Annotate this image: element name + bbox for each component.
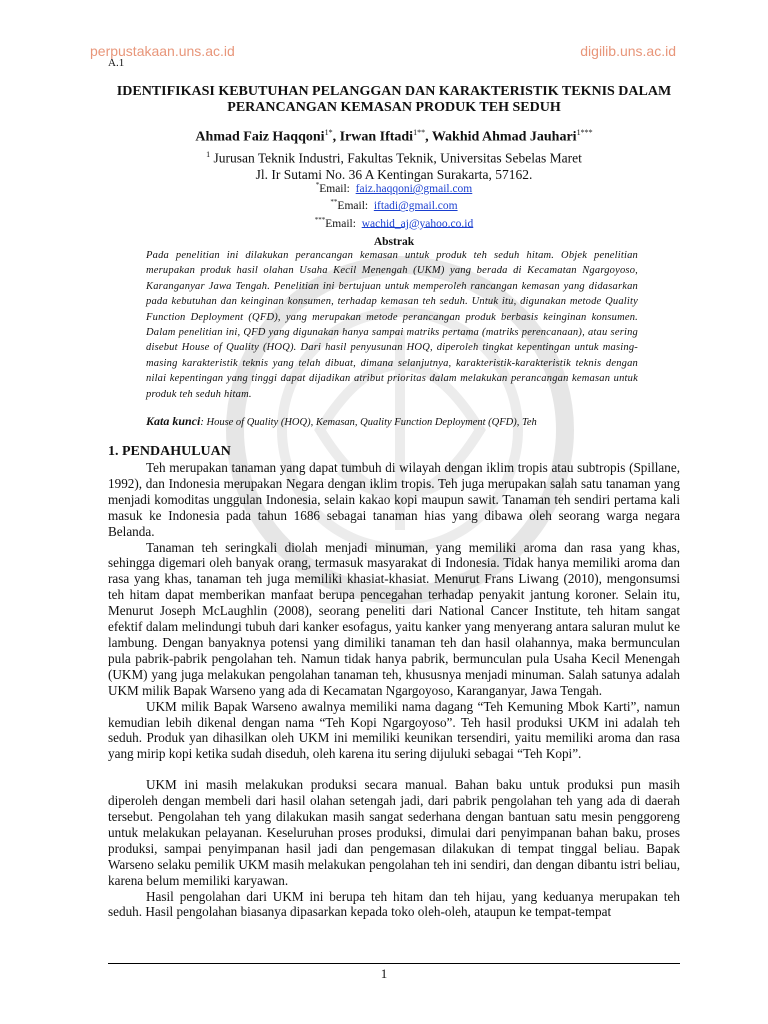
email-mark: *** <box>314 215 326 224</box>
header-site-left[interactable]: perpustakaan.uns.ac.id <box>90 43 235 59</box>
email-list <box>108 179 680 231</box>
email-mark: * <box>315 181 320 189</box>
paper-code: A.1 <box>108 57 125 69</box>
body-text <box>108 460 680 920</box>
email-link[interactable]: wachid_aj@yahoo.co.id <box>361 217 474 230</box>
author-mark: 1*** <box>576 128 593 137</box>
affiliation-address: Jl. Ir Sutami No. 36 A Kentingan Surakarta, 57162. <box>255 166 533 182</box>
paragraph: Hasil pengolahan dari UKM ini berupa teh hitam dan teh hijau, yang keduanya merupakan teh seduh. Hasil pengolahan biasanya dipasarkan kepada toko oleh-oleh, ataupun ke tempat-tempat <box>108 888 680 920</box>
author-mark: 1* <box>324 128 333 137</box>
affiliation-mark: 1 <box>206 150 211 159</box>
paragraph: UKM milik Bapak Warseno awalnya memiliki nama dagang “Teh Kemuning Mbok Karti”, namun kemudian lebih dikenal dengan nama “Teh Kopi Ngargoyoso”. Teh hasil produksi UKM ini adalah teh seduh. Produk yan dihasilkan oleh UKM ini memiliki keunikan tersendiri, yaitu memiliki aroma dan rasa yang mirip kopi ketika sudah diseduh, oleh karena itu sering dijuluki sebagai “Teh Kopi”. <box>108 698 680 762</box>
keywords <box>146 414 646 429</box>
keywords-label: Kata kunci <box>146 414 201 428</box>
footer-rule <box>108 963 680 964</box>
author-name: Irwan Iftadi <box>339 129 414 145</box>
email-link[interactable]: iftadi@gmail.com <box>373 200 458 213</box>
author-name: Ahmad Faiz Haqqoni <box>195 129 325 145</box>
email-label: Email: <box>325 217 356 230</box>
affiliation <box>108 147 680 183</box>
author-mark: 1** <box>413 128 426 137</box>
email-mark: ** <box>330 198 338 207</box>
paragraph: Tanaman teh seringkali diolah menjadi minuman, yang memiliki aroma dan rasa yang khas, sehingga digemari oleh banyak orang, termasuk masyarakat di Indonesia. Tidak hanya memiliki aroma dan rasa yang khas, tanaman teh juga memiliki khasiat-khasiat. Menurut Frans Liwang (2010), mengonsumsi teh hitam dapat memberikan manfaat berupa pencegahan terhadap penyakit jantung koroner. Selain itu, Menurut Joseph McLaughlin (2008), seorang peneliti dari National Cancer Institute, teh hitam sangat efektif dalam melindungi tubuh dari kanker esofagus, yaitu kanker yang menyerang antara saluran mulut ke lambung. Dengan banyaknya potensi yang dimiliki tanaman teh dan hasil olahannya, maka bermunculan pula pabrik-pabrik pengolahan teh. Namun tidak hanya pabrik, bermunculan pula Usaha Kecil Menengah (UKM) yang juga melakukan pengolahan tanaman teh, khususnya menjadi minuman. Salah satunya adalah UKM milik Bapak Warseno yang ada di Kecamatan Ngargoyoso, Karanganyar, Jawa Tengah. <box>108 539 680 698</box>
author-list: Ahmad Faiz Haqqoni$^{1*}$, Irwan Iftadi$^{1**}$, Wakhid Ahmad Jauhari$^{1***}$ <box>195 128 593 145</box>
keywords-text: : House of Quality (HOQ), Kemasan, Quality Function Deployment (QFD), Teh <box>200 417 537 428</box>
paragraph: UKM ini masih melakukan produksi secara manual. Bahan baku untuk produksi pun masih diperoleh dengan membeli dari hasil olahan setengah jadi, dari pabrik pengolahan teh yang ada di daerah tersebut. Pengolahan teh yang dilakukan masih sangat sederhana dengan bantuan satu mesin penggoreng untuk melakukan pelayanan. Keseluruhan proses produksi, dimulai dari penyimpanan bahan baku, proses produksi, sampai penyimpanan hasil jadi dan pengemasan dilakukan di tempat tinggal beliau. Bapak Warseno selaku pemilik UKM masih melakukan pengolahan teh ini sendiri, dan dengan dibantu istri beliau, karena belum memiliki karyawan. <box>108 777 680 888</box>
author-name: Wakhid Ahmad Jauhari <box>431 129 577 145</box>
email-label: Email: <box>319 182 350 195</box>
header-site-right[interactable]: digilib.uns.ac.id <box>580 43 676 59</box>
email-link[interactable]: faiz.haqqoni@gmail.com <box>355 182 473 195</box>
paper-title: IDENTIFIKASI KEBUTUHAN PELANGGAN DAN KARAKTERISTIK TEKNIS DALAM PERANCANGAN KEMASAN PRODUK TEH SEDUH <box>116 84 672 115</box>
abstract-heading: Abstrak <box>373 236 415 248</box>
section-title: 1. PENDAHULUAN <box>108 444 231 459</box>
page-number: 1 <box>380 966 388 981</box>
paragraph: Teh merupakan tanaman yang dapat tumbuh di wilayah dengan iklim tropis atau subtropis (Spillane, 1992), dan Indonesia merupakan Negara dengan iklim tropis. Teh juga merupakan salah satu tanaman yang menjadi komoditas unggulan Indonesia, selain kakao kopi maupun sawit. Tanaman teh sendiri pertama kali masuk ke Indonesia pada tahun 1686 sebagai tanaman hias yang dibawa oleh seorang warga negara Belanda. <box>108 460 680 539</box>
abstract-text: Pada penelitian ini dilakukan perancangan kemasan untuk produk teh seduh hitam. Objek penelitian merupakan produk hasil olahan Usaha Kecil Menengah (UKM) yang berada di Kecamatan Ngargoyoso, Karanganyar Jawa Tengah. Penelitian ini bertujuan untuk memperoleh rancangan kemasan yang didasarkan pada kebutuhan dan keinginan konsumen, terhadap kemasan teh seduh. Untuk itu, digunakan metode Quality Function Deployment (QFD), yang merupakan metode perancangan produk berbasis keinginan konsumen. Dalam penelitian ini, QFD yang digunakan hanya sampai matriks pertama (matriks perencanaan), atau sering disebut House of Quality (HOQ). Dari hasil penyusunan HOQ, diperoleh tingkat kepentingan untuk masing-masing karakteristik teknis yang telah dibuat, dimana selanjutnya, karakteristik-karakteristik teknis dengan nilai kepentingan yang tinggi dapat dijadikan atribut prioritas dalam melakukan perancangan kemasan untuk produk teh seduh hitam. <box>146 250 638 400</box>
email-label: Email: <box>337 200 369 213</box>
affiliation-text: Jurusan Teknik Industri, Fakultas Teknik, Universitas Sebelas Maret <box>213 150 582 166</box>
